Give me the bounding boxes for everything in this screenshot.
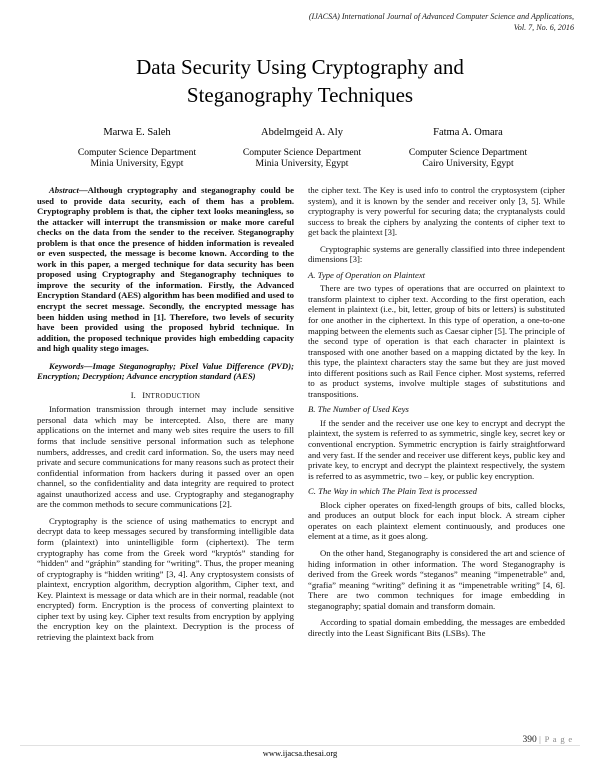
page-label: | P a g e <box>539 734 573 744</box>
title-line-1: Data Security Using Cryptography and <box>136 55 464 79</box>
author-name: Abdelmgeid A. Aly <box>261 127 343 138</box>
keywords-text: Image Steganography; Pixel Value Difference (PVD); Encryption; Decryption; Advance encryption standard (AES) <box>37 360 294 382</box>
journal-line: (IJACSA) International Journal of Advanced Computer Science and Applications, <box>308 12 574 21</box>
author-block-3 <box>383 127 553 170</box>
page-number-value: 390 <box>522 735 537 745</box>
author-block-1 <box>52 127 222 170</box>
section-heading-introduction <box>37 390 294 402</box>
footer-divider <box>20 745 580 746</box>
author-name: Fatma A. Omara <box>433 127 503 138</box>
keywords-label: Keywords <box>49 360 84 371</box>
author-inst: Minia University, Egypt <box>255 158 349 169</box>
title-line-2: Steganography Techniques <box>186 83 414 107</box>
right-column <box>308 185 565 638</box>
page-number <box>522 734 573 745</box>
paragraph: There are two types of operations that are occurred on plaintext to transform plaintext to cipher text. According to the first operation, each element in plaintext (i.e., bit, letter, group of bits or letters) is substituted for one another in the ciphertext. In this type of operation, a one-to-one mapping between the elements such as Caesar cipher [5]. The principle of the second type of operation is that each character in plaintext is transposed with one another based on a mapping dictated by the key. In this type, the plaintext characters stay the same but they are just moved into different positions such as Rail Fence cipher. Most systems, referred to as product systems, involve multiple stages of substitutions and transpositions. <box>308 283 565 399</box>
footer-url: www.ijacsa.thesai.org <box>262 748 338 758</box>
volume-line: Vol. 7, No. 6, 2016 <box>513 23 574 32</box>
paragraph: On the other hand, Steganography is considered the art and science of hiding information in other information. The word Steganography is derived from the Greek words “steganos” meaning “impenetrable” and, “grafia” meaning “writing” defining it as “impenetrable writing” [4, 6]. There are two common techniques for image embedding in steganography; spatial domain and transform domain. <box>308 547 565 611</box>
keywords: Keywords—Image Steganography; Pixel Value Difference (PVD); Encryption; Decryption; Advance encryption standard (AES) <box>37 360 294 382</box>
paragraph: If the sender and the receiver use one key to encrypt and decrypt the plaintext, the system is referred to as symmetric, single key, secret key or conventional encryption. Symmetric encryption is fairly straightforward and very fast. If the sender and receiver use different keys, public key and private key, to encrypt and decrypt the plaintext respectively, the system is referred to as asymmetric, two – key, or public key encryption. <box>308 417 565 481</box>
section-number: I. <box>130 389 136 400</box>
section-title-rest: NTRODUCTION <box>145 391 201 400</box>
paragraph: Information transmission through internet may include sensitive personal data which may be intercepted. Also, there are many applications on the internet and many web sites require the users to fill forms that include sensitive personal information such as telephone numbers, addresses, and credit card information. So, the users may need private and secure communications for many reasons such as protect their confidential information from hackers during it passed over an open channel, so the confidentiality and data integrity are required to protect against unauthorized access and use. Cryptography and steganography are the common methods to secure communications [2]. <box>37 404 294 510</box>
abstract-label: Abstract <box>49 185 79 195</box>
author-dept: Computer Science Department <box>242 146 362 158</box>
abstract: Abstract—Although cryptography and steganography could be used to provide data security, each of them has a problem. Cryptography problem is that, the cipher text looks meaningless, so the attacker will interrupt the transmission or make more careful checks on the data from the sender to the receiver. Steganography problem is that once the presence of hidden information is revealed or even suspected, the message is become known. According to the work in this paper, a merged technique for data security has been proposed using Cryptography and Steganography techniques to improve the security of the information. Firstly, the Advanced Encryption Standard (AES) algorithm has been modified and used to encrypt the secret message. Secondly, the encrypted message has been hidden using method in [1]. Therefore, two levels of security have been provided using the proposed hybrid technique. In addition, the proposed technique provides high embedding capacity and high quality stego images. <box>37 185 294 354</box>
author-dept: Computer Science Department <box>408 146 528 158</box>
author-block-2 <box>217 127 387 170</box>
author-name: Marwa E. Saleh <box>103 127 171 138</box>
paragraph: the cipher text. The Key is used info to control the cryptosystem (cipher system), and it is known by the sender and receiver only [3, 5]. While cryptography is very powerful for securing data; the cryptanalysts could success to break the ciphers by analyzing the contents of cipher text to get back the plaintext [3]. <box>308 185 565 238</box>
paragraph: Cryptographic systems are generally classified into three independent dimensions [3]: <box>308 243 565 265</box>
section-title-initial: I <box>142 389 146 400</box>
paragraph: Cryptography is the science of using mathematics to encrypt and decrypt data to keep messages secured by transforming intelligible data form (plaintext) into unintelligible form (ciphertext). The term cryptography has come from the Greek word “kryptós” standing for “hidden” and “gráphin” standing for “writing”. Thus, the proper meaning of cryptography is “hidden writing” [3, 4]. Any cryptosystem consists of plaintext, encryption algorithm, decryption algorithm, Cipher text, and Key. Plaintext is message or data which are in their normal, readable (not encrypted) form. Encryption is the process of converting plaintext to cipher text by using key. Cipher text results from encryption by applying the encryption key on the plaintext. Decryption is the process of retrieving the plaintext back from <box>37 515 294 642</box>
subsection-heading-c: C. The Way in which The Plain Text is processed <box>308 486 477 497</box>
author-inst: Minia University, Egypt <box>90 158 184 169</box>
left-column <box>37 185 294 642</box>
abstract-text: Although cryptography and steganography could be used to provide data security, each of them has a problem. Cryptography problem is that, the cipher text looks meaningless, so the attacker will interrupt the transmission or make more careful checks on the data from the sender to the receiver. Steganography problem is that once the presence of hidden information is revealed or even suspected, the message is become known. According to the work in this paper, a merged technique for data security has been proposed using Cryptography and Steganography techniques to improve the security of the information. Firstly, the Advanced Encryption Standard (AES) algorithm has been modified and used to encrypt the secret message. Secondly, the encrypted message has been hidden using method in [1]. Therefore, two levels of security have been provided using the proposed hybrid technique. In addition, the proposed technique provides high embedding capacity and high quality stego images. <box>37 185 294 354</box>
running-header <box>309 11 574 33</box>
paper-title <box>0 53 600 109</box>
subsection-heading-a: A. Type of Operation on Plaintext <box>308 269 426 280</box>
author-dept: Computer Science Department <box>77 146 197 158</box>
subsection-heading-b: B. The Number of Used Keys <box>308 404 409 415</box>
paragraph: According to spatial domain embedding, the messages are embedded directly into the Least Significant Bits (LSBs). The <box>308 617 565 638</box>
author-inst: Cairo University, Egypt <box>422 158 514 169</box>
paragraph: Block cipher operates on fixed-length groups of bits, called blocks, and produces an output block for each input block. A stream cipher operates on each plaintext element continuously, and produces one element at a time, as it goes along. <box>308 499 565 542</box>
